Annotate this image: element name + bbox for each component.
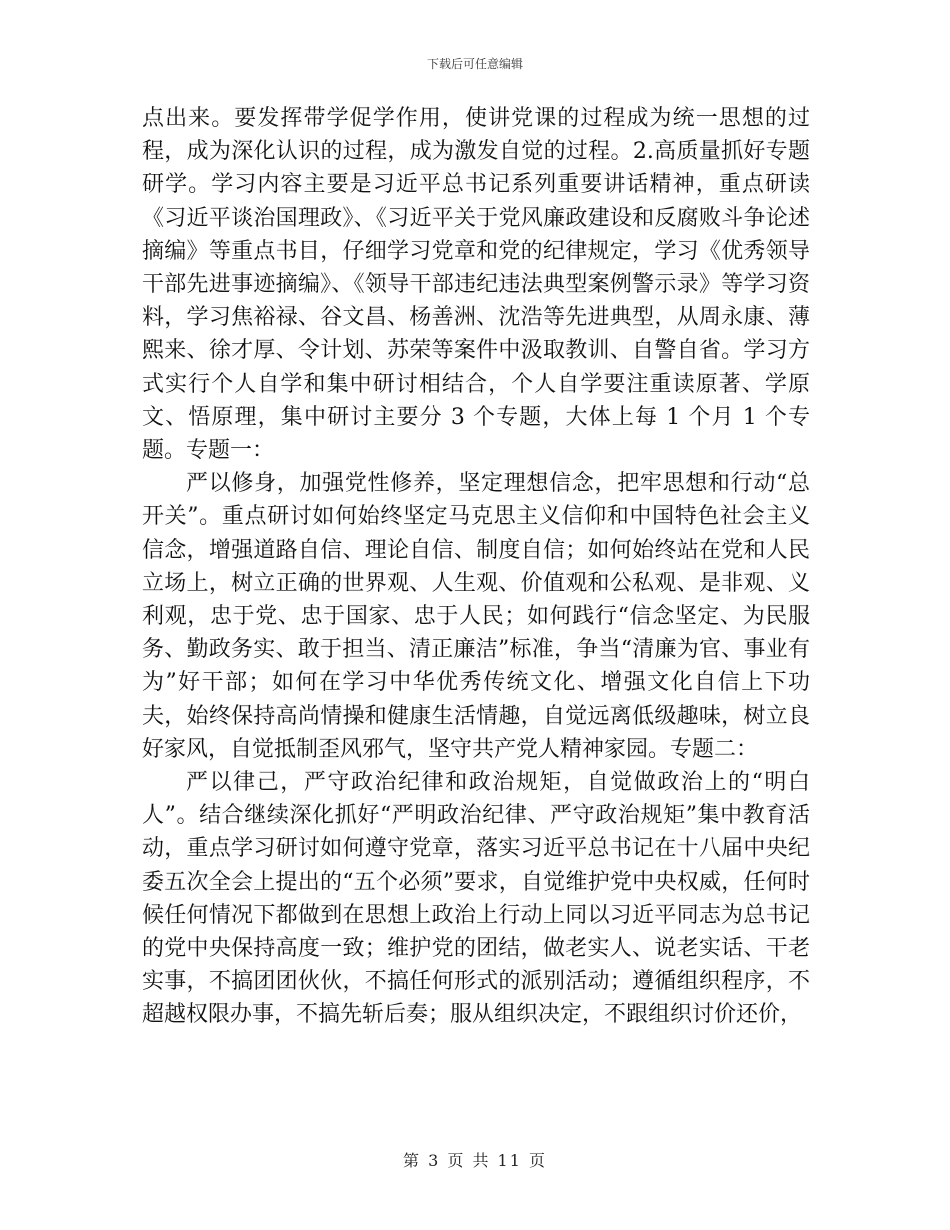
page-number-footer: 第 3 页 共 11 页 [403,1151,547,1170]
paragraph-1: 点出来。要发挥带学促学作用，使讲党课的过程成为统一思想的过程，成为深化认识的过程，成为激发自觉的过程。2.高质量抓好专题研学。学习内容主要是习近平总书记系列重要讲话精神，重点研读《习近平谈治国理政》、《习近平关于党风廉政建设和反腐败斗争论述摘编》等重点书目，仔细学习党章和党的纪律规定，学习《优秀领导干部先进事迹摘编》、《领导干部违纪违法典型案例警示录》等学习资料，学习焦裕禄、谷文昌、杨善洲、沈浩等先进典型，从周永康、薄熙来、徐才厚、令计划、苏荣等案件中汲取教训、自警自省。学习方式实行个人自学和集中研讨相结合，个人自学要注重读原著、学原文、悟原理，集中研讨主要分 3 个专题，大体上每 1 个月 1 个专题。专题一： [142,106,810,464]
paragraph-2: 严以修身，加强党性修养，坚定理想信念，把牢思想和行动“总开关”。重点研讨如何始终坚定马克思主义信仰和中国特色社会主义信念，增强道路自信、理论自信、制度自信；如何始终站在党和人民立场上，树立正确的世界观、人生观、价值观和公私观、是非观、义利观，忠于党、忠于国家、忠于人民；如何践行“信念坚定、为民服务、勤政务实、敢于担当、清正廉洁”标准，争当“清廉为官、事业有为”好干部；如何在学习中华优秀传统文化、增强文化自信上下功夫，始终保持高尚情操和健康生活情趣，自觉远离低级趣味，树立良好家风，自觉抵制歪风邪气，坚守共产党人精神家园。专题二： [142,471,810,762]
page-header-note: 下载后可任意编辑 [426,57,523,71]
paragraph-3: 严以律己，严守政治纪律和政治规矩，自觉做政治上的“明白人”。结合继续深化抓好“严明政治纪律、严守政治规矩”集中教育活动，重点学习研讨如何遵守党章，落实习近平总书记在十八届中央纪委五次全会上提出的“五个必须”要求，自觉维护党中央权威，任何时候任何情况下都做到在思想上政治上行动上同以习近平同志为总书记的党中央保持高度一致；维护党的团结，做老实人、说老实话、干老实事，不搞团团伙伙，不搞任何形式的派别活动；遵循组织程序，不超越权限办事，不搞先斩后奏；服从组织决定，不跟组织讨价还价， [142,770,810,1028]
document-body [142,102,810,1032]
